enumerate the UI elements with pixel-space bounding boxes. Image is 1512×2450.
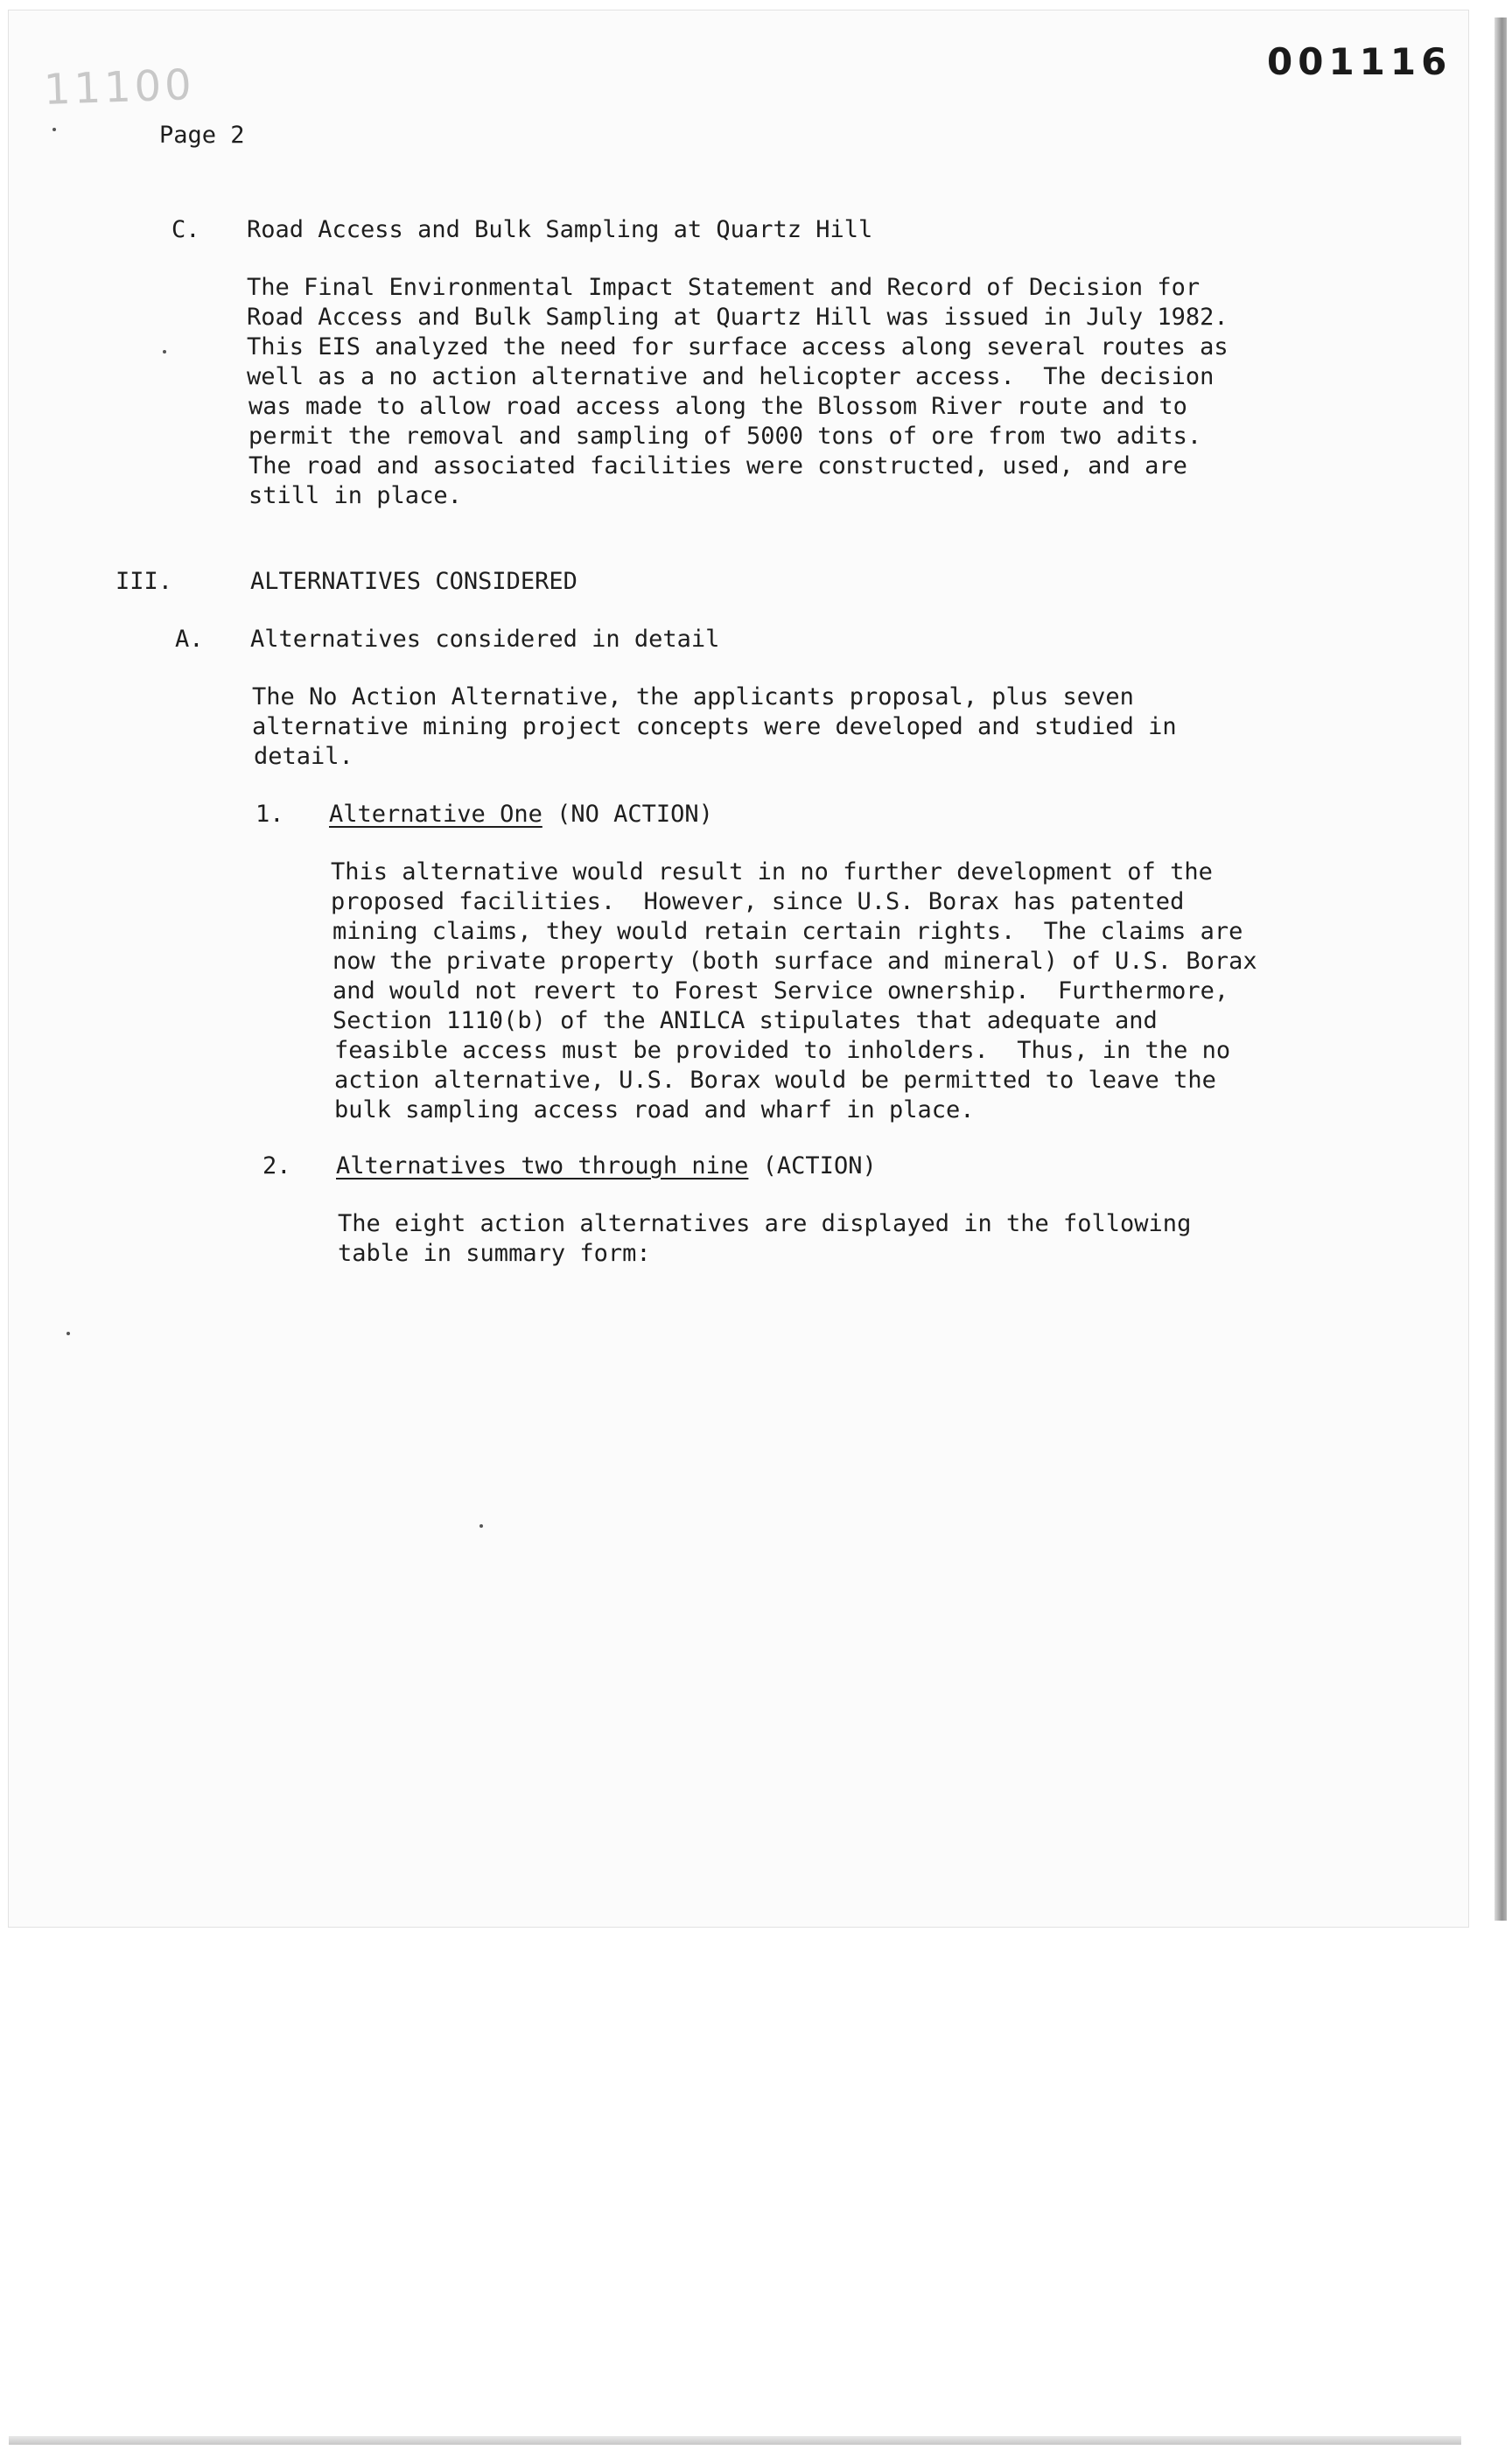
section-c-line: permit the removal and sampling of 5000 tons of ore from two adits. <box>248 423 1202 450</box>
scan-speck <box>480 1524 483 1528</box>
item-2-line: The eight action alternatives are displayed in the following <box>338 1210 1192 1237</box>
section-c-line: well as a no action alternative and helicopter access. The decision <box>247 363 1214 390</box>
section-c-line: was made to allow road access along the Blossom River route and to <box>248 393 1187 420</box>
page-label: Page 2 <box>159 122 245 149</box>
faint-stamp-number: 11100 <box>43 60 196 115</box>
subsection-a-line: alternative mining project concepts were developed and studied in <box>252 713 1177 740</box>
scan-speck <box>163 350 166 354</box>
subsection-a-line: detail. <box>254 743 354 770</box>
item-1-line: action alternative, U.S. Borax would be permitted to leave the <box>334 1067 1216 1094</box>
section-c-line: This EIS analyzed the need for surface access along several routes as <box>247 333 1228 360</box>
item-1-line: now the private property (both surface and mineral) of U.S. Borax <box>332 948 1257 975</box>
section-c-line: Road Access and Bulk Sampling at Quartz Hill was issued in July 1982. <box>247 304 1228 331</box>
section-c-marker: C. <box>172 216 200 243</box>
item-1-heading <box>329 800 713 830</box>
item-2-marker: 2. <box>262 1152 291 1180</box>
item-1-line: Section 1110(b) of the ANILCA stipulates that adequate and <box>332 1007 1158 1034</box>
item-1-suffix: (NO ACTION) <box>542 801 713 828</box>
item-1-line: feasible access must be provided to inholders. Thus, in the no <box>334 1037 1231 1064</box>
item-1-line: proposed facilities. However, since U.S. Borax has patented <box>331 888 1185 915</box>
item-2-title: Alternatives two through nine <box>336 1152 749 1180</box>
page-edge-shadow <box>1494 18 1507 1921</box>
section-c-line: The road and associated facilities were constructed, used, and are <box>248 452 1187 480</box>
scan-speck <box>52 128 56 131</box>
subsection-a-marker: A. <box>175 626 204 653</box>
document-stamp-number: 001116 <box>1267 40 1452 83</box>
item-2-heading <box>336 1152 877 1181</box>
section-iii-title: ALTERNATIVES CONSIDERED <box>250 568 578 595</box>
item-1-marker: 1. <box>256 801 284 828</box>
item-1-title: Alternative One <box>329 801 542 828</box>
item-2-suffix: (ACTION) <box>748 1152 877 1180</box>
item-2-line: table in summary form: <box>338 1240 651 1267</box>
item-1-line: and would not revert to Forest Service ownership. Furthermore, <box>332 977 1229 1004</box>
item-1-line: This alternative would result in no further development of the <box>331 858 1213 886</box>
section-c-line: The Final Environmental Impact Statement and Record of Decision for <box>247 274 1200 301</box>
page-bottom-edge <box>9 2436 1461 2445</box>
item-1-line: mining claims, they would retain certain rights. The claims are <box>332 918 1243 945</box>
subsection-a-title: Alternatives considered in detail <box>250 626 720 653</box>
section-c-title: Road Access and Bulk Sampling at Quartz Hill <box>247 216 873 243</box>
subsection-a-line: The No Action Alternative, the applicants proposal, plus seven <box>252 683 1134 710</box>
item-1-line: bulk sampling access road and wharf in place. <box>334 1096 975 1124</box>
section-iii-marker: III. <box>116 568 173 595</box>
section-c-line: still in place. <box>248 482 462 509</box>
scan-speck <box>66 1332 70 1335</box>
